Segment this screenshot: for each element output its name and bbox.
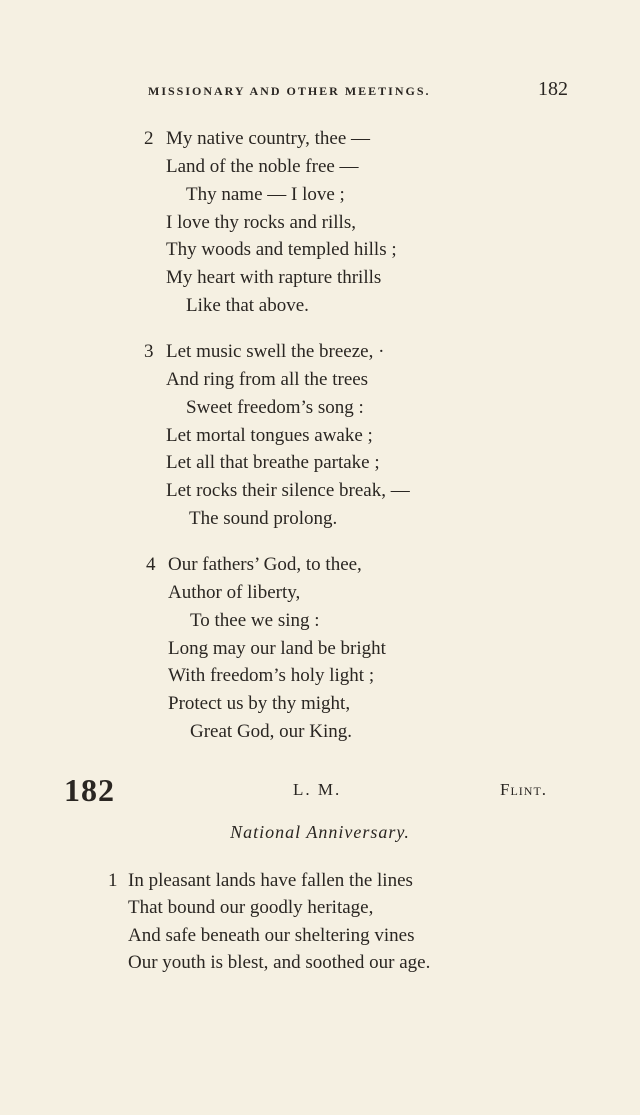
verse-line: And ring from all the trees (166, 369, 369, 390)
verse-line: I love thy rocks and rills, (166, 212, 356, 233)
verse-line: My heart with rapture thrills (166, 267, 382, 288)
verse-line: And safe beneath our sheltering vines (128, 925, 415, 946)
verse-line: Thy woods and templed hills ; (166, 239, 397, 260)
verse-line: Let music swell the breeze, · (166, 341, 385, 362)
verse-line: My native country, thee — (166, 128, 371, 149)
hymn-meter: L. M. (293, 780, 342, 799)
verse-line: With freedom’s holy light ; (168, 665, 375, 686)
verse-line: Long may our land be bright (168, 638, 386, 659)
verse-line: Like that above. (186, 295, 309, 316)
verse-line: Let all that breathe partake ; (166, 452, 380, 473)
verse-line: Author of liberty, (168, 582, 301, 603)
running-title: MISSIONARY AND OTHER MEETINGS. (148, 84, 431, 98)
page-number: 182 (538, 78, 568, 100)
hymn-tune: Flint. (500, 780, 548, 799)
verse-line: Let mortal tongues awake ; (166, 425, 373, 446)
hymn-number: 182 (64, 772, 115, 808)
verse-line: Thy name — I love ; (186, 184, 345, 205)
verse-line: To thee we sing : (190, 610, 320, 631)
verse-line: Land of the noble free — (166, 156, 359, 177)
verse-line: Our fathers’ God, to thee, (168, 554, 362, 575)
verse-line: The sound prolong. (189, 508, 338, 529)
verse-line: Great God, our King. (190, 721, 352, 742)
verse-line: That bound our goodly heritage, (128, 897, 374, 918)
stanza-number: 4 (146, 554, 156, 575)
stanza-number: 1 (108, 870, 118, 891)
running-head (148, 78, 568, 104)
stanza-number: 2 (144, 128, 154, 149)
verse-line: Protect us by thy might, (168, 693, 351, 714)
stanza-number: 3 (144, 341, 154, 362)
verse-line: In pleasant lands have fallen the lines (128, 870, 413, 891)
verse-line: Let rocks their silence break, — (166, 480, 410, 501)
verse-line: Sweet freedom’s song : (186, 397, 364, 418)
hymn-title: National Anniversary. (230, 822, 410, 842)
verse-line: Our youth is blest, and soothed our age. (128, 952, 431, 973)
